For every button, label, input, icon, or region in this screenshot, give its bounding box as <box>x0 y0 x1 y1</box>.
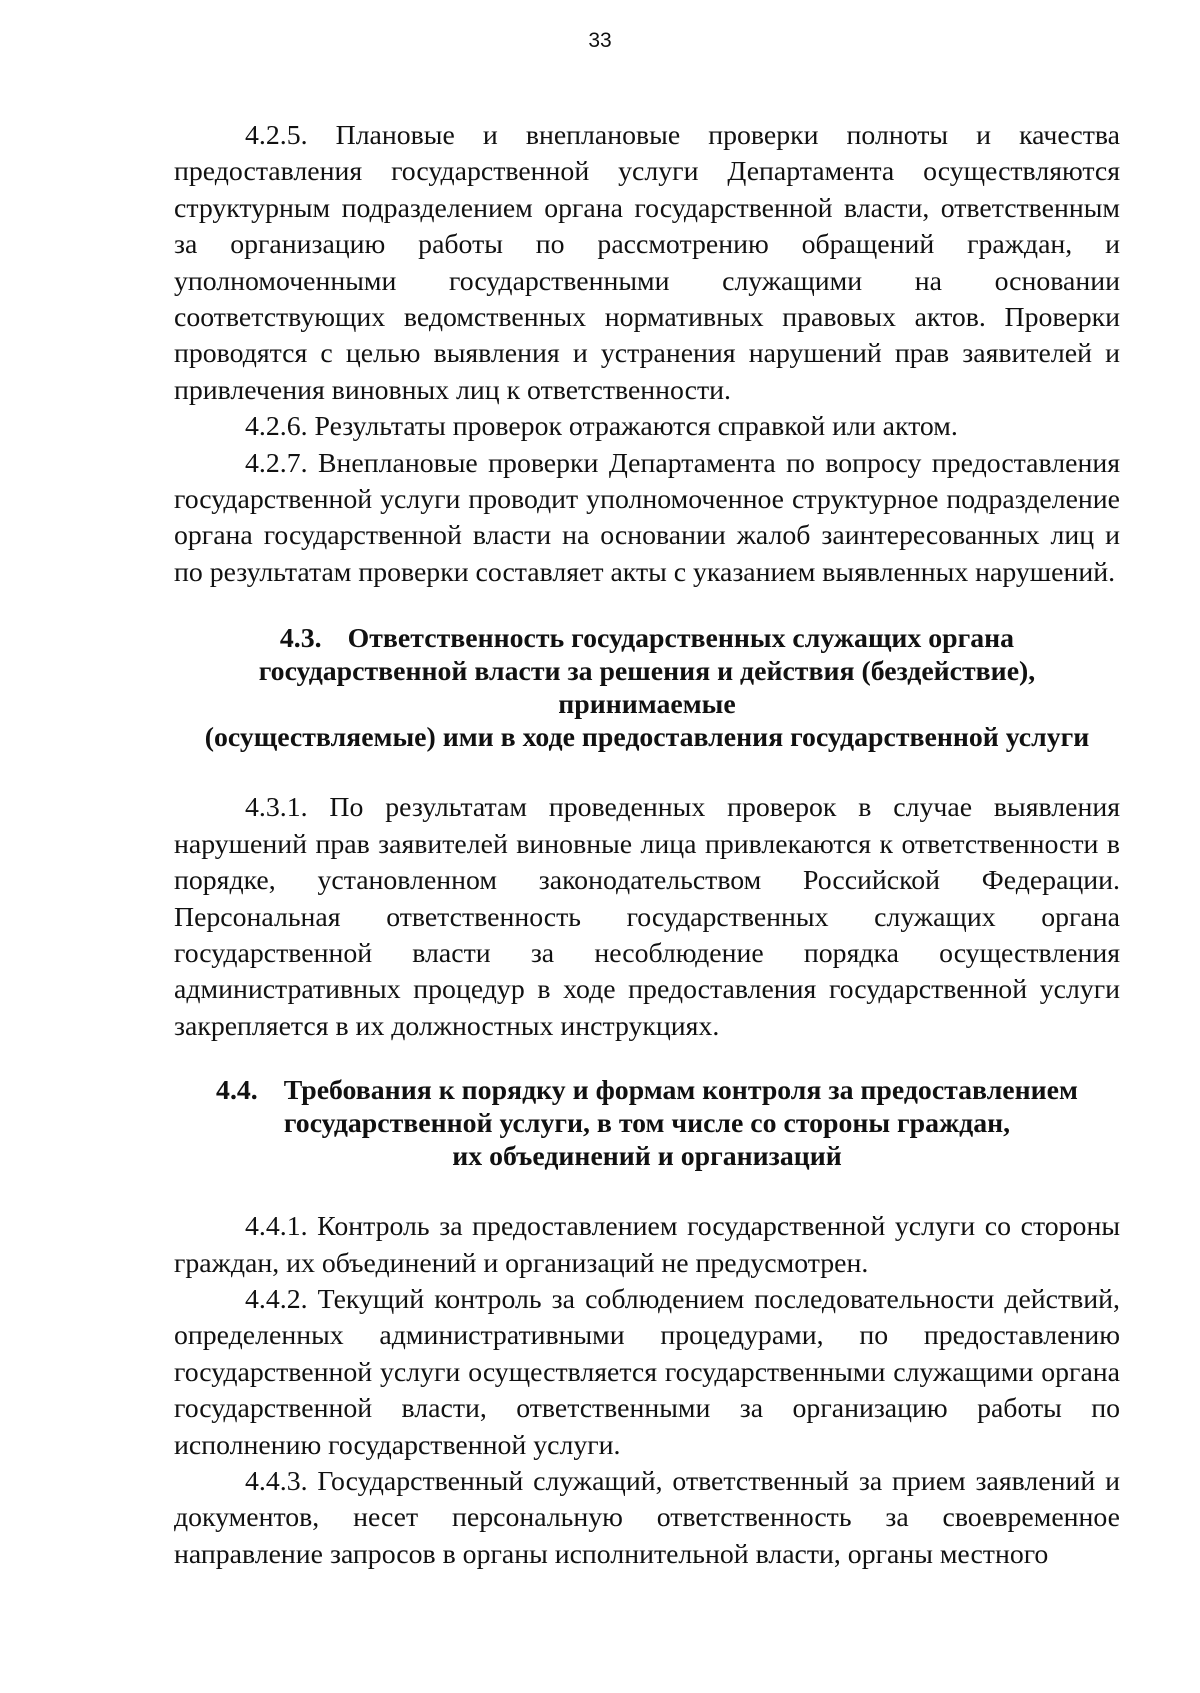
section-number-4-4: 4.4. <box>216 1075 258 1107</box>
document-body <box>174 118 1120 1573</box>
paragraph-4-4-2: 4.4.2. Текущий контроль за соблюдением последовательности действий, определенных административными процедурами, по предоставлению государственной услуги осуществляется государственными служащими органа государственной власти, ответственными за организацию работы по исполнению государственной услуги. <box>174 1283 1120 1461</box>
paragraph-4-4-3: 4.4.3. Государственный служащий, ответственный за прием заявлений и документов, несет персональную ответственность за своевременное направление запросов в органы исполнительной власти, органы местного <box>174 1465 1120 1570</box>
section-heading-4-3-line2: государственной власти за решения и действия (бездействие), принимаемые <box>258 656 1036 721</box>
section-heading-4-4-line3: их объединений и организаций <box>452 1141 842 1173</box>
section-heading-4-3 <box>174 622 1120 754</box>
page-number: 33 <box>588 29 612 52</box>
section-heading-4-4 <box>174 1074 1120 1173</box>
section-heading-4-3-text1: Ответственность государственных служащих органа <box>347 623 1015 655</box>
section-heading-4-4-line2: государственной услуги, в том числе со стороны граждан, <box>283 1108 1011 1140</box>
paragraph-4-2-5: 4.2.5. Плановые и внеплановые проверки полноты и качества предоставления государственной услуги Департамента осуществляются структурным подразделением органа государственной власти, ответственным за организацию работы по рассмотрению обращений граждан, и уполномоченными государственными служащими на основании соответствующих ведомственных нормативных правовых актов. Проверки проводятся с целью выявления и устранения нарушений прав заявителей и привлечения виновных лиц к ответственности. <box>174 120 1120 406</box>
section-heading-4-4-text1: Требования к порядку и формам контроля за предоставлением <box>283 1075 1078 1107</box>
section-number-4-3: 4.3. <box>279 623 322 655</box>
paragraph-4-3-1: 4.3.1. По результатам проведенных проверок в случае выявления нарушений прав заявителей виновные лица привлекаются к ответственности в порядке, установленном законодательством Российской Федерации. Персональная ответственность государственных служащих органа государственной власти за несоблюдение порядка осуществления административных процедур в ходе предоставления государственной услуги закрепляется в их должностных инструкциях. <box>174 792 1120 1042</box>
paragraph-4-2-7: 4.2.7. Внеплановые проверки Департамента по вопросу предоставления государственной услуги проводит уполномоченное структурное подразделение органа государственной власти на основании жалоб заинтересованных лиц и по результатам проверки составляет акты с указанием выявленных нарушений. <box>174 447 1120 588</box>
paragraph-4-4-1: 4.4.1. Контроль за предоставлением государственной услуги со стороны граждан, их объединений и организаций не предусмотрен. <box>174 1211 1120 1279</box>
paragraph-4-2-6: 4.2.6. Результаты проверок отражаются справкой или актом. <box>245 411 958 443</box>
section-heading-4-4-line1 <box>174 1074 1120 1107</box>
section-heading-4-3-line1 <box>174 622 1120 655</box>
section-heading-4-3-line3: (осуществляемые) ими в ходе предоставления государственной услуги <box>204 722 1090 754</box>
